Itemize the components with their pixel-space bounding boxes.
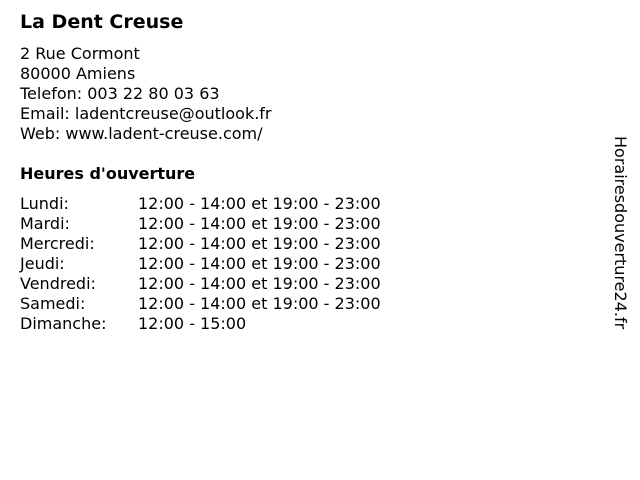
business-card [20, 10, 600, 334]
city-postcode: 80000 Amiens [20, 64, 136, 83]
day-label: Mardi: [20, 214, 70, 233]
time-value: 12:00 - 14:00 et 19:00 - 23:00 [138, 294, 381, 313]
hours-row-friday [20, 274, 600, 294]
day-label: Dimanche: [20, 314, 107, 333]
hours-row-saturday [20, 294, 600, 314]
watermark-text: Horairesdouverture24.fr [611, 136, 630, 330]
email-line: Email: ladentcreuse@outlook.fr [20, 104, 272, 123]
site-watermark [610, 136, 630, 346]
hours-row-thursday [20, 254, 600, 274]
day-label: Jeudi: [20, 254, 65, 273]
phone-line: Telefon: 003 22 80 03 63 [20, 84, 220, 103]
hours-row-wednesday [20, 234, 600, 254]
hours-row-sunday [20, 314, 600, 334]
day-label: Vendredi: [20, 274, 96, 293]
time-value: 12:00 - 14:00 et 19:00 - 23:00 [138, 194, 381, 213]
hours-row-monday [20, 194, 600, 214]
day-label: Lundi: [20, 194, 69, 213]
website-line: Web: www.ladent-creuse.com/ [20, 124, 263, 143]
hours-row-tuesday [20, 214, 600, 234]
time-value: 12:00 - 14:00 et 19:00 - 23:00 [138, 274, 381, 293]
business-name: La Dent Creuse [20, 11, 184, 33]
opening-hours-table [20, 194, 600, 334]
opening-hours-heading: Heures d'ouverture [20, 164, 196, 183]
time-value: 12:00 - 14:00 et 19:00 - 23:00 [138, 254, 381, 273]
time-value: 12:00 - 15:00 [138, 314, 247, 333]
street-address: 2 Rue Cormont [20, 44, 140, 63]
day-label: Samedi: [20, 294, 86, 313]
day-label: Mercredi: [20, 234, 95, 253]
time-value: 12:00 - 14:00 et 19:00 - 23:00 [138, 234, 381, 253]
time-value: 12:00 - 14:00 et 19:00 - 23:00 [138, 214, 381, 233]
contact-block [20, 44, 600, 144]
